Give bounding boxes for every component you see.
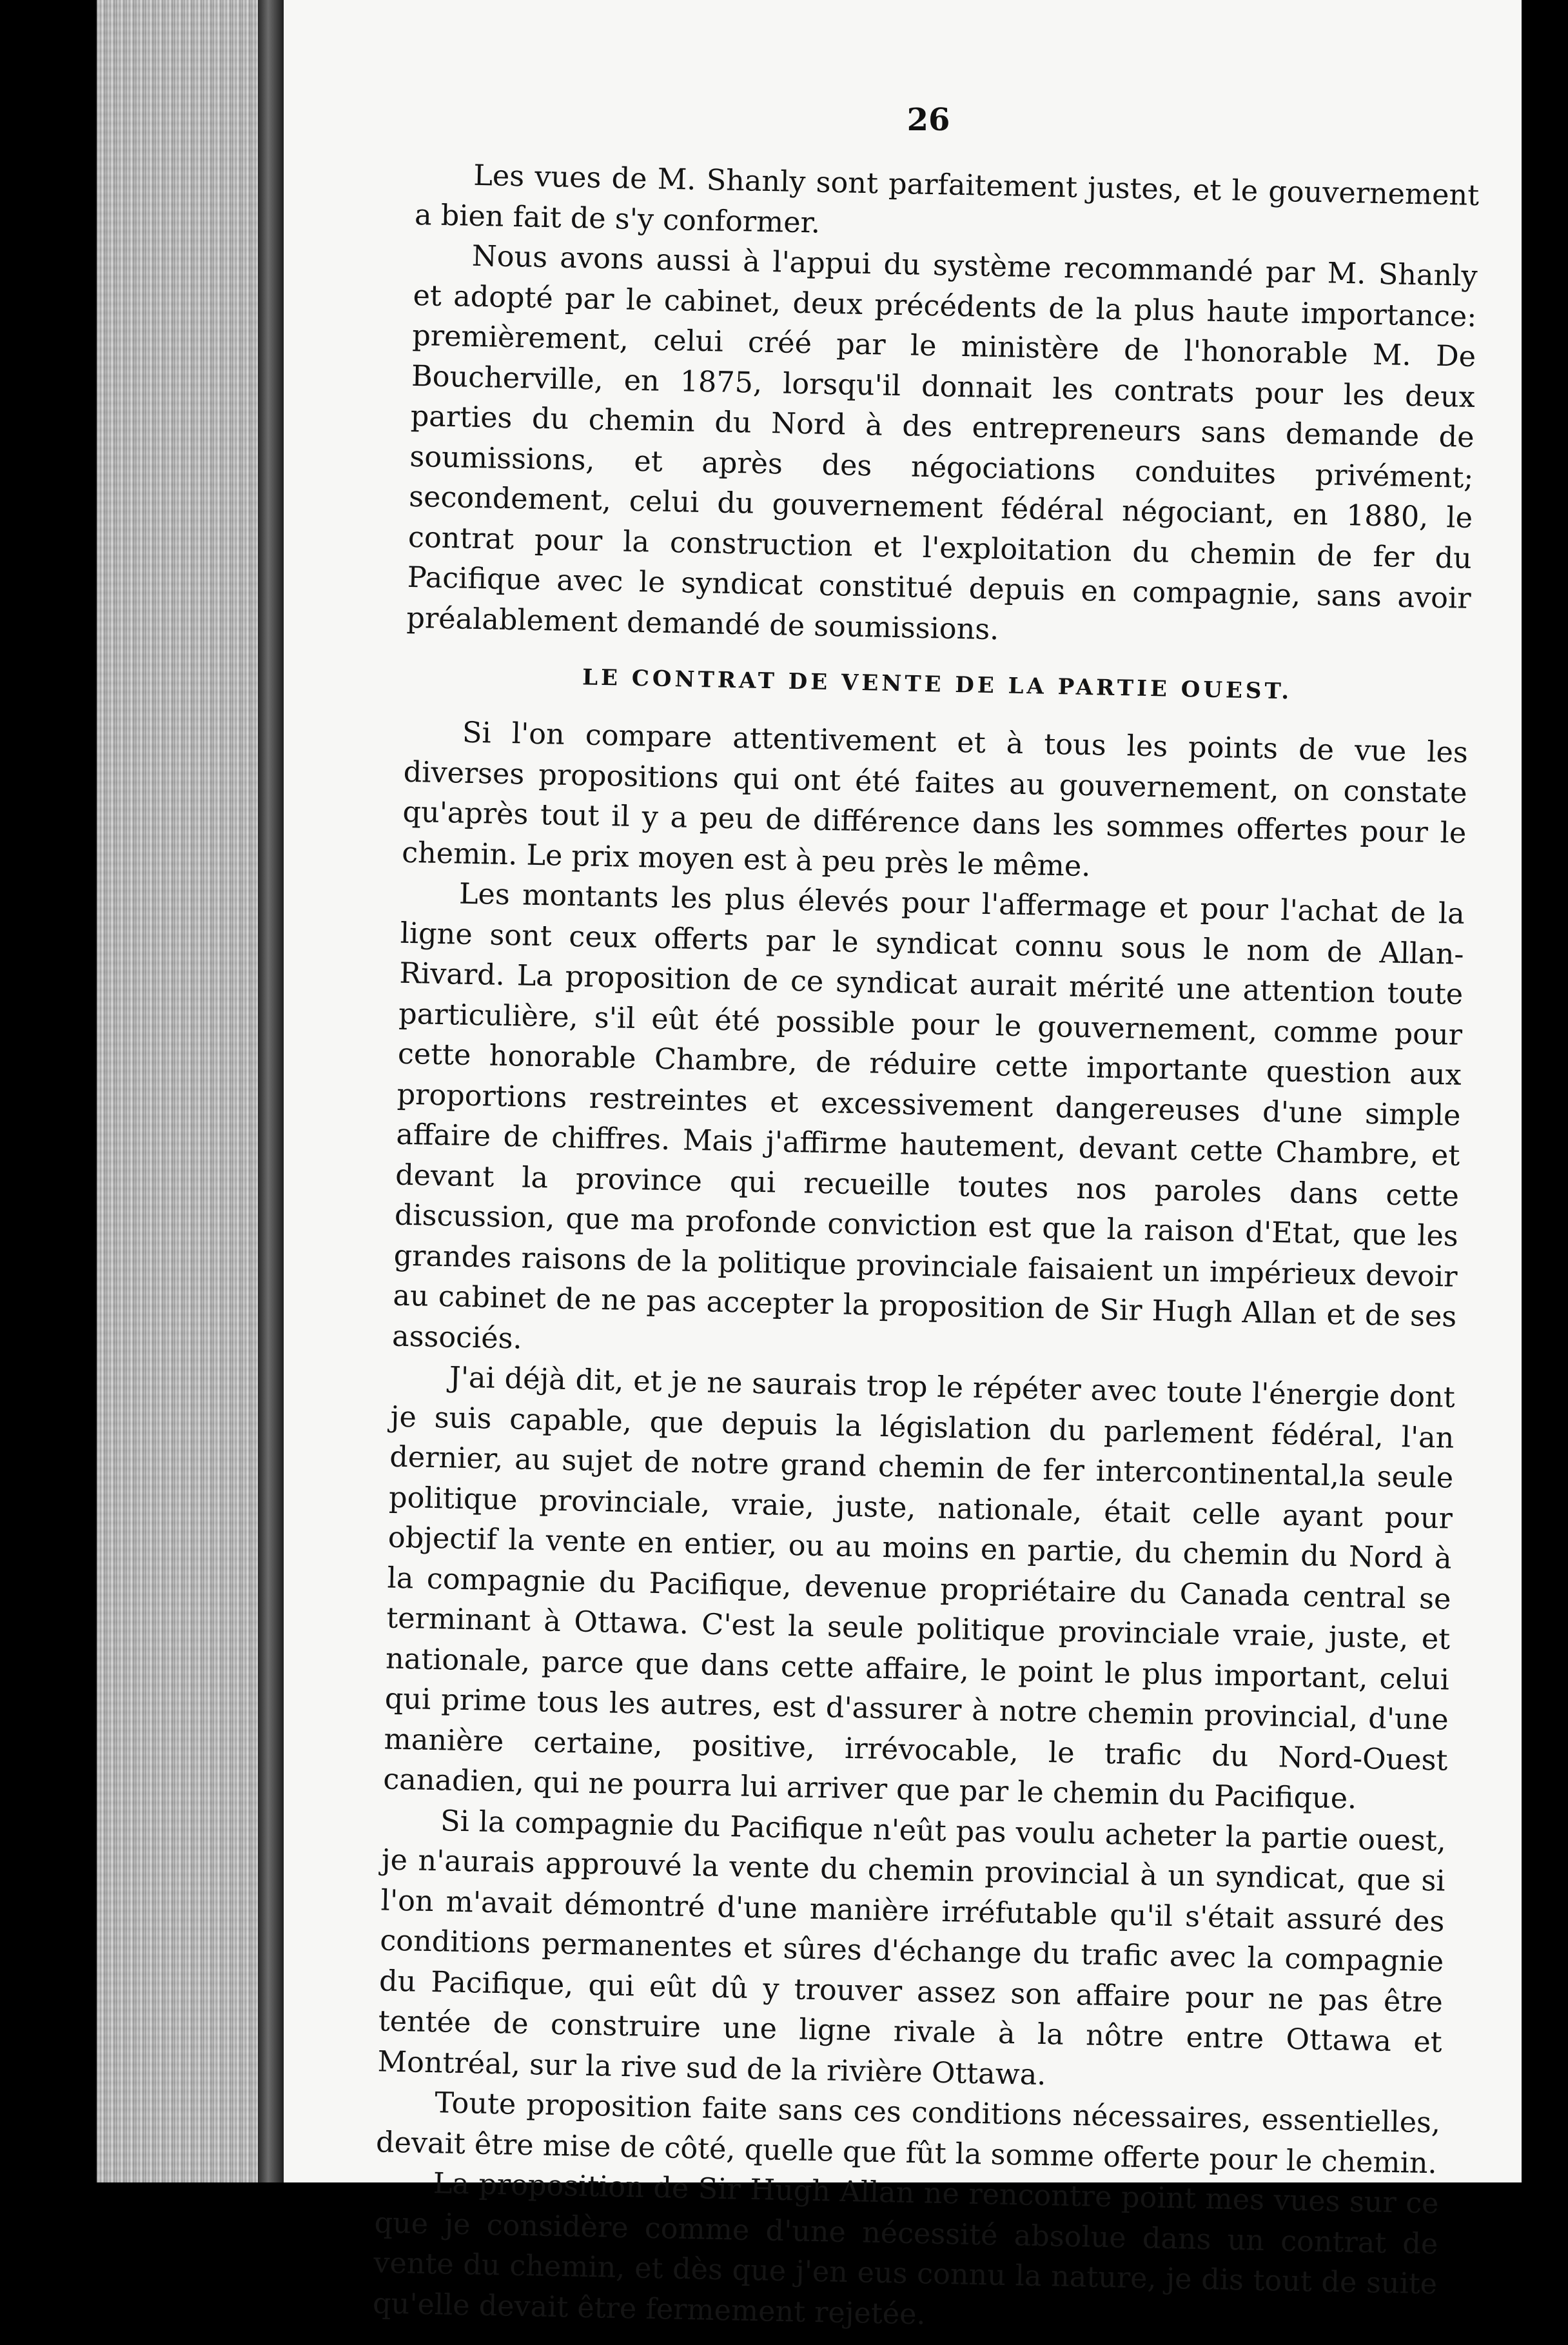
page-number: 26: [906, 102, 950, 138]
book-page-edges: [97, 0, 284, 2182]
paragraph: Si l'on compare attentivement et à tous les points de vue les diverses propositions qui ont été faites au gouvernement, on constate qu'après tout il y a peu de différence dans les sommes offertes pour le chemin. Le prix moyen est à peu près le même.: [401, 716, 1469, 883]
page-text-body: [372, 155, 1479, 2345]
paragraph: Toute proposition faite sans ces conditions nécessaires, essentielles, devait être mise de côté, quelle que fût la somme offerte pour le chemin.: [375, 2086, 1441, 2180]
paragraph: J'ai déjà dit, et je ne saurais trop le répéter avec toute l'énergie dont je suis capable, que depuis la législation du parlement fédéral, l'an dernier, au sujet de notre grand chemin de fer intercontinental,la seule politique provinciale, vraie, juste, nationale, était celle ayant pour objectif la vente en entier, ou au moins en partie, du chemin du Nord à la compagnie du Pacifique, devenue propriétaire du Canada central se terminant à Ottawa. C'est la seule politique provinciale vraie, juste, et nationale, parce que dans cette affaire, le point le plus important, celui qui prime tous les autres, est d'assurer à notre chemin provincial, d'une manière certaine, positive, irrévocable, le trafic du Nord-Ouest canadien, qui ne pourra lui arriver que par le chemin du Pacifique.: [382, 1361, 1456, 1816]
scan-right-border: [1522, 0, 1568, 2182]
book-spine-shadow: [258, 0, 284, 2182]
paragraph: Nous avons aussi à l'appui du système recommandé par M. Shanly et adopté par le cabinet, deux précédents de la plus haute importance: premièrement, celui créé par le ministère de l'honorable M. De Boucherville, en 1875, lorsqu'il donnait les contrats pour les deux parties du chemin du Nord à des entrepreneurs sans demande de soumissions, et après des négociations conduites privément; secondement, celui du gouvernement fédéral négociant, en 1880, le contrat pour la construction et l'exploitation du chemin de fer du Pacifique avec le syndicat constitué depuis en compagnie, sans avoir préalablement demandé de soumissions.: [406, 239, 1478, 646]
paragraph: Les montants les plus élevés pour l'affermage et pour l'achat de la ligne sont ceux offerts par le syndicat connu sous le nom de Allan-Rivard. La proposition de ce syndicat aurait mérité une attention toute particulière, s'il eût été possible pour le gouvernement, comme pour cette honorable Chambre, de réduire cette importante question aux proportions restreintes et excessivement dangereuses d'une simple affaire de chiffres. Mais j'affirme hautement, devant cette Chambre, et devant la province qui recueille toutes nos paroles dans cette discussion, que ma profonde conviction est que la raison d'Etat, que les grandes raisons de la politique provinciale faisaient un impérieux devoir au cabinet de ne pas accepter la proposition de Sir Hugh Allan et de ses associés.: [391, 877, 1465, 1356]
paragraph: La proposition de Sir Hugh Allan ne rencontre point mes vues sur ce que je considère comme d'une nécessité absolue dans un contrat de vente du chemin, et dès que j'en eus connu la nature, je dis tout de suite qu'elle devait être fermement rejetée.: [372, 2167, 1440, 2331]
scanned-page: [284, 0, 1522, 2331]
paragraph: Si la compagnie du Pacifique n'eût pas voulu acheter la partie ouest, je n'aurais approuvé la vente du chemin provincial à un syndicat, que si l'on m'avait démontré d'une manière irréfutable qu'il s'était assuré des conditions permanentes et sûres d'échange du trafic avec la compagnie du Pacifique, qui eût dû y trouver assez son affaire pour ne pas être tentée de construire une ligne rivale à la nôtre entre Ottawa et Montréal, sur la rive sud de la rivière Ottawa.: [377, 1804, 1447, 2092]
paragraph: Les vues de M. Shanly sont parfaitement justes, et le gouvernement a bien fait de s'y conformer.: [414, 159, 1480, 240]
section-heading: LE CONTRAT DE VENTE DE LA PARTIE OUEST.: [582, 664, 1293, 705]
